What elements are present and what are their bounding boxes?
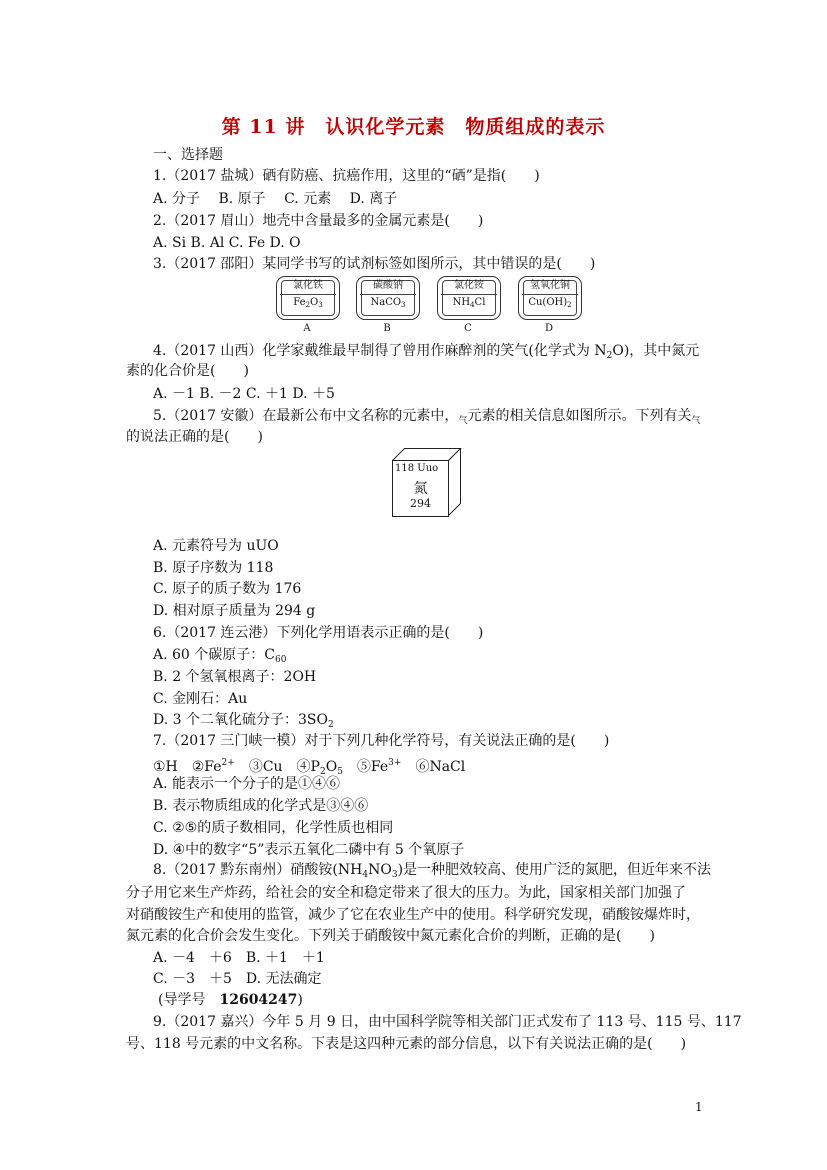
- q8-options-cd: C. －3 ＋5 D. 无法确定: [153, 971, 322, 987]
- q8-options-ab: A. －4 ＋6 B. ＋1 ＋1: [153, 950, 325, 966]
- page-title: 第 11 讲 认识化学元素 物质组成的表示: [221, 116, 606, 138]
- reagent-caption: C: [464, 323, 472, 334]
- reagent-formula: $Cu(OH)_2$: [528, 297, 572, 309]
- q8-line-1: 8.（2017 黔东南州）硝酸铵$(NH_4NO_3)$是一种肥效较高、使用广泛的氮肥，但近年来不法: [153, 862, 712, 880]
- reagent-formula: $Fe_2O_3$: [293, 297, 323, 309]
- q9-line-2: 号、118 号元素的中文名称。下表是这四种元素的部分信息，以下有关说法正确的是( ): [126, 1036, 687, 1052]
- reagent-label-b: [356, 276, 420, 320]
- q5-option-d: D. 相对原子质量为 294 g: [153, 603, 316, 619]
- q7-stem: 7.（2017 三门峡一模）对于下列几种化学符号，有关说法正确的是( ): [153, 733, 610, 749]
- reagent-name: 氯化铁: [293, 280, 323, 291]
- q6-stem: 6.（2017 连云港）下列化学用语表示正确的是( ): [153, 625, 484, 641]
- q6-option-d: D. 3 个二氧化硫分子：$3SO_2$: [153, 712, 334, 730]
- q5-stem: 5.（2017 安徽）在最新公布中文名称的元素中，$_气$元素的相关信息如图所示。下列有关$_气$: [153, 408, 701, 426]
- q7-option-a: A. 能表示一个分子的是①④⑥: [153, 776, 341, 792]
- reagent-formula: $NH_4Cl$: [452, 297, 486, 309]
- q7-option-b: B. 表示物质组成的化学式是③④⑥: [153, 798, 369, 814]
- reagent-labels-figure: [276, 276, 581, 338]
- element-chinese-name: 氮: [413, 481, 428, 497]
- q7-option-c: C. ②⑤的质子数相同，化学性质也相同: [153, 820, 394, 836]
- section-heading: 一、选择题: [153, 147, 223, 163]
- reagent-label-d: [518, 276, 582, 320]
- q4-stem: 4.（2017 山西）化学家戴维最早制得了曾用作麻醉剂的笑气(化学式为 $N_2O$)，其中氮元: [153, 343, 700, 361]
- reagent-label-c: [437, 276, 501, 320]
- q1-stem: 1.（2017 盐城）硒有防癌、抗癌作用，这里的“硒”是指( ): [153, 168, 540, 184]
- reagent-caption: A: [303, 323, 311, 334]
- q7-symbols: ①H $②Fe^{2+}$ ③Cu $④P_2O_5$ $⑤Fe^{3+}$ ⑥NaCl: [153, 758, 466, 777]
- q2-options: A. Si B. Al C. Fe D. O: [153, 235, 301, 251]
- reagent-name: 氯化铵: [454, 280, 484, 291]
- q6-option-c: C. 金刚石：Au: [153, 691, 248, 707]
- reagent-caption: B: [383, 323, 391, 334]
- q6-option-b: B. 2 个氢氧根离子：2OH: [153, 669, 317, 685]
- element-cube-figure: [392, 448, 466, 516]
- q6-option-a: A. 60 个碳原子：$C_{60}$: [153, 647, 287, 665]
- element-card: [392, 460, 449, 517]
- q9-line-1: 9.（2017 嘉兴）今年 5 月 9 日，由中国科学院等相关部门正式发布了 113 号、115 号、117: [153, 1014, 742, 1030]
- atomic-mass: 294: [410, 497, 431, 510]
- q5-option-c: C. 原子的质子数为 176: [153, 581, 302, 597]
- q5-stem-continued: 的说法正确的是( ): [126, 429, 263, 445]
- q8-line-2: 分子用它来生产炸药，给社会的安全和稳定带来了很大的压力。为此，国家相关部门加强了: [126, 885, 686, 901]
- q3-stem: 3.（2017 邵阳）某同学书写的试剂标签如图所示，其中错误的是( ): [153, 256, 596, 272]
- reagent-caption: D: [544, 323, 554, 334]
- q4-stem-continued: 素的化合价是( ): [126, 363, 249, 379]
- atomic-number-symbol: 118 Uuo: [395, 463, 439, 474]
- q8-line-4: 氮元素的化合价会发生变化。下列关于硝酸铵中氮元素化合价的判断，正确的是( ): [126, 928, 655, 944]
- q5-option-a: A. 元素符号为 uUO: [153, 538, 279, 554]
- reagent-formula: NaCO$_3$: [370, 297, 406, 309]
- reagent-label-a: [276, 276, 340, 320]
- page-number: 1: [695, 1100, 703, 1114]
- q7-option-d: D. ④中的数字“5”表示五氧化二磷中有 5 个氧原子: [153, 842, 465, 858]
- q4-options: A. －1 B. －2 C. ＋1 D. ＋5: [153, 386, 335, 402]
- q5-option-b: B. 原子序数为 118: [153, 560, 274, 576]
- q2-stem: 2.（2017 眉山）地壳中含量最多的金属元素是( ): [153, 213, 484, 229]
- reagent-name: 碳酸钠: [373, 280, 403, 291]
- q1-options: A. 分子 B. 原子 C. 元素 D. 离子: [153, 191, 398, 207]
- guide-number: (导学号 12604247): [158, 992, 303, 1008]
- q8-line-3: 对硝酸铵生产和使用的监管，减少了它在农业生产中的使用。科学研究发现，硝酸铵爆炸时，: [126, 907, 700, 923]
- reagent-name: 氢氧化铜: [530, 280, 570, 291]
